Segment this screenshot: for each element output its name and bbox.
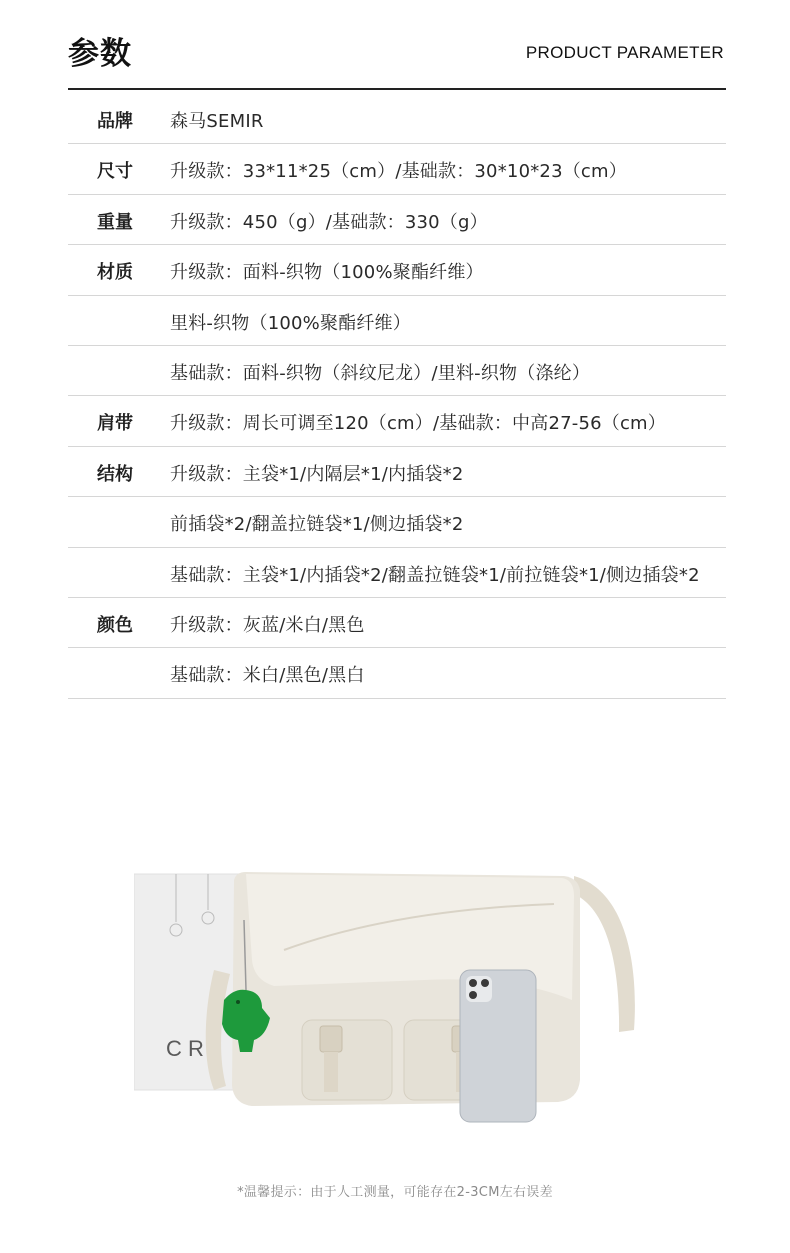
buckle-icon (320, 1026, 342, 1052)
param-label: 结构 (97, 463, 133, 485)
param-value: 升级款：主袋*1/内隔层*1/内插袋*2 (170, 463, 464, 485)
param-label: 颜色 (97, 614, 133, 636)
param-row-structure-basic (68, 548, 726, 598)
param-row-weight (68, 195, 726, 245)
param-row-structure (68, 447, 726, 497)
param-value: 森马SEMIR (170, 111, 264, 132)
param-label: 肩带 (97, 413, 133, 435)
param-label: 重量 (97, 211, 133, 233)
param-label: 材质 (97, 262, 133, 284)
param-row-material (68, 245, 726, 295)
section-header (68, 24, 726, 90)
param-value: 基础款：面料-织物（斜纹尼龙）/里料-织物（涤纶） (170, 362, 591, 384)
param-row-brand (68, 94, 726, 144)
param-row-strap (68, 396, 726, 446)
header-divider (68, 88, 726, 90)
param-value: 升级款：周长可调至120（cm）/基础款：中高27-56（cm） (170, 413, 666, 435)
param-value: 升级款：灰蓝/米白/黑色 (170, 614, 365, 636)
param-row-size (68, 144, 726, 194)
param-label: 品牌 (97, 111, 133, 132)
param-value: 升级款：面料-织物（100%聚酯纤维） (170, 262, 484, 284)
param-value: 里料-织物（100%聚酯纤维） (170, 312, 411, 334)
param-value: 升级款：450（g）/基础款：330（g） (170, 211, 488, 233)
bag-strap (574, 876, 635, 1032)
bag-front-pocket (302, 1020, 392, 1100)
param-value: 升级款：33*11*25（cm）/基础款：30*10*23（cm） (170, 161, 627, 183)
param-label: 尺寸 (97, 161, 133, 183)
param-value: 基础款：米白/黑色/黑白 (170, 665, 365, 687)
page-title: 参数 (68, 36, 132, 72)
param-row-color-basic (68, 648, 726, 698)
product-photo (134, 850, 654, 1130)
param-row-structure-pockets (68, 497, 726, 547)
param-value: 前插袋*2/翻盖拉链袋*1/侧边插袋*2 (170, 514, 464, 536)
param-row-material-lining (68, 296, 726, 346)
backdrop-letters: C R (166, 1036, 204, 1061)
param-value: 基础款：主袋*1/内插袋*2/翻盖拉链袋*1/前拉链袋*1/侧边插袋*2 (170, 564, 700, 586)
parameter-table (68, 94, 726, 699)
page-subtitle: PRODUCT PARAMETER (525, 43, 724, 62)
measurement-disclaimer: *温馨提示：由于人工测量，可能存在2-3CM左右误差 (237, 1185, 553, 1200)
param-row-color (68, 598, 726, 648)
param-row-material-basic (68, 346, 726, 396)
